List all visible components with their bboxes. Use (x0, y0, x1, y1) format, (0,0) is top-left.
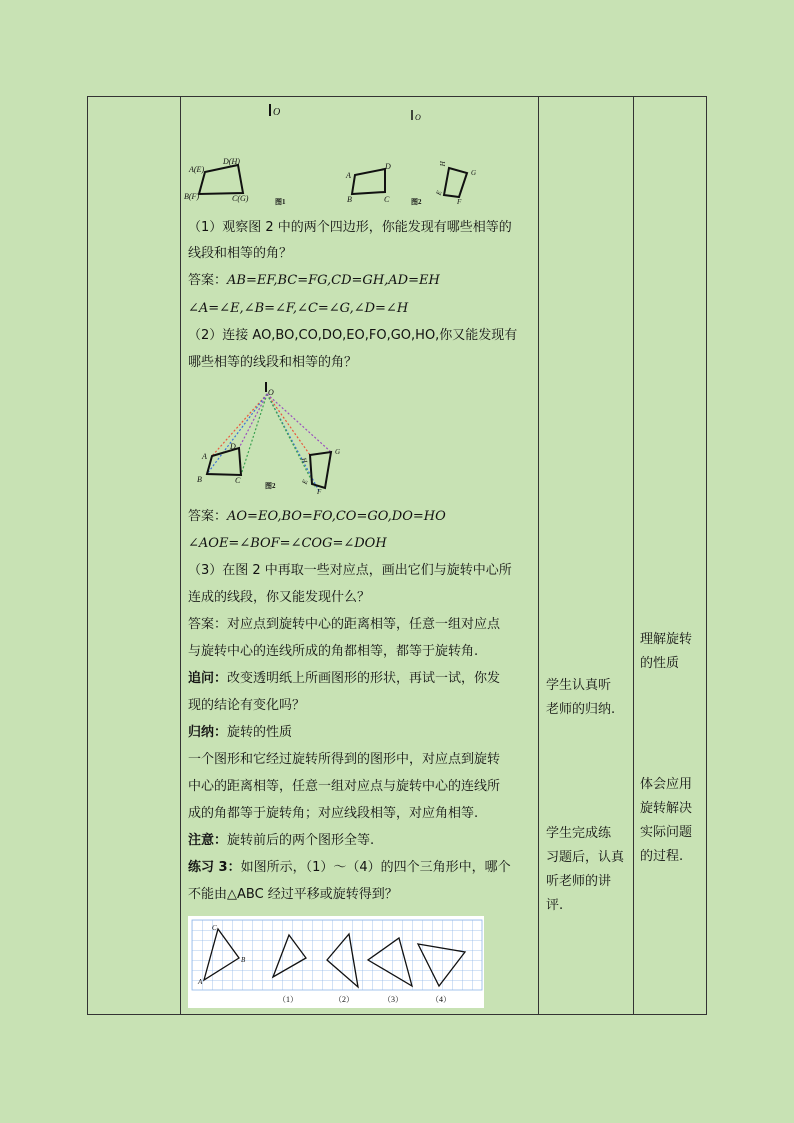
grid-label-1: （1） (278, 995, 298, 1004)
student-text: 听老师的讲 (546, 874, 612, 889)
q1-line2: 线段和相等的角？ (188, 246, 293, 261)
summary-line3-row (188, 806, 478, 822)
grid-label-4: （4） (431, 995, 451, 1004)
answer-1-seg-text: AB=EF,BC=FG,CD=GH,AD=EH (227, 273, 440, 288)
question-2 (188, 328, 517, 344)
q1-label-a: A(E) (189, 165, 205, 174)
mid-label-g: G (335, 448, 341, 456)
summary-line2: 中心的距离相等，任意一组对应点与旋转中心的连线所 (188, 779, 501, 794)
goal-text: 的过程. (640, 849, 684, 864)
student-text: 老师的归纳. (546, 702, 616, 717)
answer-2-segments (188, 509, 446, 525)
summary-line1: 一个图形和它经过旋转所得到的图形中，对应点到旋转 (188, 752, 501, 767)
goal-text: 实际问题 (640, 825, 693, 840)
mid-label-h: H (299, 456, 309, 465)
goal-text: 理解旋转 (640, 632, 693, 647)
exercise-label: 练习 3： (188, 860, 241, 875)
q1-line2-row (188, 246, 292, 262)
summary-line2-row (188, 779, 500, 795)
o-label-left: O (273, 107, 281, 118)
answer-label: 答案： (188, 509, 228, 524)
mid-caption: 图2 (265, 482, 276, 490)
mid-label-b: B (197, 475, 202, 484)
follow-up-question (188, 671, 500, 687)
answer-label: 答案： (188, 273, 228, 288)
answer-2-ang-text: ∠AOE=∠BOF=∠COG=∠DOH (188, 536, 387, 551)
note-text: 旋转前后的两个图形全等. (227, 833, 375, 848)
grid-label-a: A (198, 978, 203, 986)
rotation-figure-connections (181, 380, 533, 500)
student-text: 评. (546, 898, 564, 913)
q2-line2: 哪些相等的线段和相等的角？ (188, 355, 358, 370)
q2-line1: （2）连接 AO,BO,CO,DO,EO,FO,GO,HO,你又能发现有 (188, 328, 518, 343)
answer-1-segments (188, 273, 440, 289)
q3-line2: 连成的线段，你又能发现什么？ (188, 590, 371, 605)
goal-text: 的性质 (640, 656, 680, 671)
o-label-right: O (415, 113, 421, 122)
mid-label-e: E (300, 478, 310, 486)
q3-line1: （3）在图 2 中再取一些对应点，画出它们与旋转中心所 (188, 563, 512, 578)
q1-line1: （1）观察图 2 中的两个四边形，你能发现有哪些相等的 (188, 220, 512, 235)
answer-2-angles (188, 536, 387, 552)
answer-2-seg-text: AO=EO,BO=FO,CO=GO,DO=HO (227, 509, 446, 524)
a3-line2-row (188, 644, 478, 660)
design-intent-2 (640, 773, 692, 869)
followup-line1: 改变透明纸上所画图形的形状，再试一试，你发 (227, 671, 501, 686)
lesson-table (87, 96, 707, 1015)
q3-label-e: E (434, 189, 444, 197)
answer-1-angles (188, 301, 408, 317)
q3-label-h: H (438, 161, 446, 167)
q2-label-c: C (384, 195, 390, 204)
exercise-3 (188, 860, 511, 876)
col-border (87, 96, 88, 1015)
q2-label-a: A (346, 171, 351, 180)
col-border (706, 96, 707, 1015)
q3-line2-row (188, 590, 370, 606)
student-activity-1 (546, 674, 615, 722)
grid-label-b: B (241, 956, 246, 964)
caption-fig2: 图2 (411, 198, 422, 206)
followup-line2: 现的结论有变化吗？ (188, 698, 306, 713)
student-text: 学生认真听 (546, 678, 612, 693)
q1-label-d: D(H) (223, 157, 240, 166)
note (188, 833, 374, 849)
exercise-line1: 如图所示，（1）～（4）的四个三角形中，哪个 (240, 860, 511, 875)
note-label: 注意： (188, 833, 228, 848)
grid-label-c: C (212, 924, 217, 932)
triangles-grid-figure (188, 916, 484, 1008)
caption-fig1: 图1 (275, 198, 286, 206)
summary-title (188, 725, 292, 741)
answer-3 (188, 617, 500, 633)
col-border (180, 96, 181, 1015)
followup-line2-row (188, 698, 305, 714)
col-border (538, 96, 539, 1015)
summary-body (188, 752, 500, 768)
mid-label-a: A (202, 452, 207, 461)
followup-label: 追问： (188, 671, 228, 686)
design-intent-1 (640, 628, 692, 676)
mid-label-d: D (230, 442, 236, 451)
exercise-line2-row (188, 887, 398, 903)
summary-line3: 成的角都等于旋转角；对应线段相等，对应角相等. (188, 806, 479, 821)
mid-label-c: C (235, 476, 241, 485)
q3-label-f: F (457, 198, 462, 206)
a3-line2: 与旋转中心的连线所成的角都相等，都等于旋转角. (188, 644, 479, 659)
question-1 (188, 220, 512, 236)
q1-label-c: C(G) (232, 194, 249, 203)
goal-text: 体会应用 (640, 777, 693, 792)
question-3 (188, 563, 512, 579)
student-activity-2 (546, 822, 624, 918)
student-text: 学生完成练 (546, 826, 612, 841)
q1-label-b: B(F) (184, 192, 200, 201)
answer-1-ang-text: ∠A=∠E,∠B=∠F,∠C=∠G,∠D=∠H (188, 301, 409, 316)
student-text: 习题后，认真 (546, 850, 625, 865)
q3-label-g: G (471, 169, 477, 177)
summary-label: 归纳： (188, 725, 228, 740)
q2-label-b: B (347, 195, 352, 204)
exercise-line2: 不能由△ABC 经过平移或旋转得到？ (188, 887, 398, 902)
a3-line1: 答案：对应点到旋转中心的距离相等，任意一组对应点 (188, 617, 501, 632)
mid-label-f: F (317, 488, 322, 496)
q2-label-d: D (385, 162, 391, 171)
summary-title-text: 旋转的性质 (227, 725, 293, 740)
q2-line2-row (188, 355, 357, 371)
grid-label-3: （3） (383, 995, 403, 1004)
rotation-figure-1-2 (181, 96, 533, 206)
grid-label-2: （2） (334, 995, 354, 1004)
col-border (633, 96, 634, 1015)
goal-text: 旋转解决 (640, 801, 693, 816)
mid-o-label: O (268, 388, 274, 397)
